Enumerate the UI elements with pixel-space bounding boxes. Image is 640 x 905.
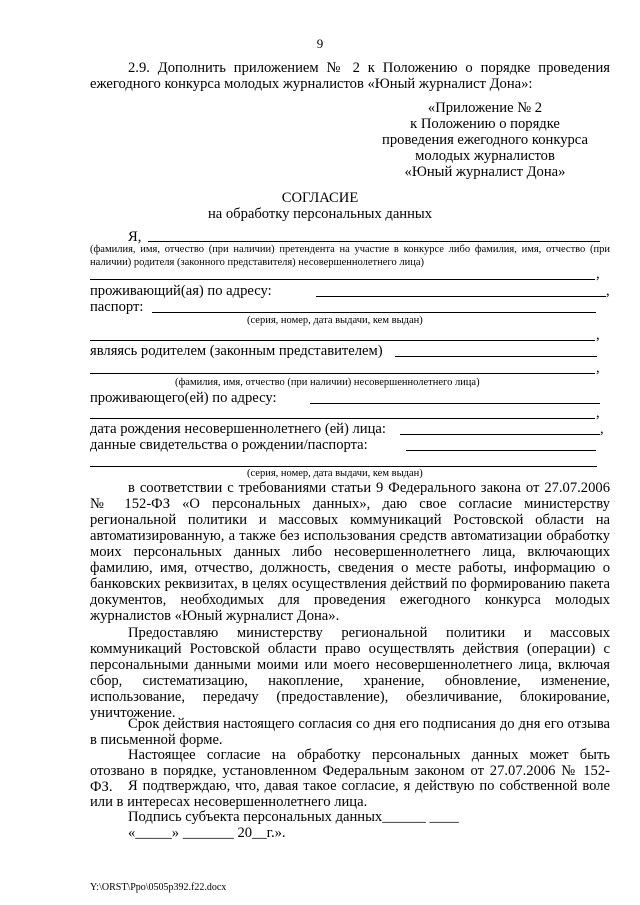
minor-residing-label: проживающего(ей) по адресу: [90, 390, 277, 406]
footer-file-path: Y:\ORST\Ppo\0505p392.f22.docx [90, 882, 227, 893]
passport-label: паспорт: [90, 299, 144, 315]
revocation-paragraph: Настоящее согласие на обработку персональных данных может быть отозвано в порядке, установленном Федеральным законом от 27.07.2006 № 152-ФЗ. [90, 747, 610, 795]
appendix-line: молодых журналистов [415, 148, 555, 164]
passport-note: (серия, номер, дата выдачи, кем выдан) [247, 315, 423, 326]
minor-note: (фамилия, имя, отчество (при наличии) несовершеннолетнего лица) [175, 377, 480, 388]
address-field[interactable] [316, 296, 606, 297]
consent-paragraph: в соответствии с требованиями статьи 9 Федерального закона от 27.07.2006 № 152-ФЗ «О персональных данных», даю свое согласие министерству региональной политики и массовых коммуникаций Ростовской области на автоматизированную, а также без использования средств автоматизации обработку моих персональных данных либо несовершеннолетнего лица, включающих фамилию, имя, отчество, должность, сведения о месте работы, информацию о банковских реквизитах, в целях осуществления действий по формированию пакета документов, необходимых для проведения ежегодного конкурса молодых журналистов «Юный журналист Дона». [90, 480, 610, 624]
signature-line[interactable]: Подпись субъекта персональных данных______ ____ [128, 809, 459, 825]
birth-cert-label: данные свидетельства о рождении/паспорта: [90, 437, 368, 453]
comma: , [606, 283, 610, 299]
comma: , [596, 360, 600, 376]
confirmation-paragraph: Я подтверждаю, что, давая такое согласие, я действую по собственной воле или в интересах несовершеннолетнего лица. [90, 778, 610, 810]
doc-note: (серия, номер, дата выдачи, кем выдан) [247, 468, 423, 479]
minor-name-field[interactable] [90, 373, 595, 374]
comma: , [596, 266, 600, 282]
document-title: СОГЛАСИЕ [281, 190, 359, 206]
document-subtitle: на обработку персональных данных [207, 206, 433, 222]
minor-address-field-continued[interactable] [90, 418, 595, 419]
birth-cert-field[interactable] [406, 450, 596, 451]
parent-label: являясь родителем (законным представителем) [90, 343, 383, 359]
ya-label: Я, [128, 229, 142, 245]
rights-paragraph: Предоставляю министерству региональной политики и массовых коммуникаций Ростовской области право осуществлять действия (операции) с персональными данными моими или моего несовершеннолетнего лица, включая сбор, систематизацию, накопление, хранение, обновление, изменение, использование, передачу (предоставление), обезличивание, блокирование, уничтожение. [90, 625, 610, 721]
validity-paragraph: Срок действия настоящего согласия со дня его подписания до дня его отзыва в письменной форме. [90, 716, 610, 748]
appendix-line: проведения ежегодного конкурса [382, 132, 588, 148]
appendix-line: «Юный журналист Дона» [404, 164, 566, 180]
date-line[interactable]: «_____» _______ 20__г.». [128, 825, 286, 841]
comma: , [596, 327, 600, 343]
birth-date-label: дата рождения несовершеннолетнего (ей) лица: [90, 421, 386, 437]
appendix-header [380, 100, 590, 180]
comma: , [600, 421, 604, 437]
comma: , [596, 405, 600, 421]
appendix-line: к Положению о порядке [410, 116, 560, 132]
parent-field[interactable] [395, 356, 597, 357]
intro-paragraph: 2.9. Дополнить приложением № 2 к Положению о порядке проведения ежегодного конкурса молодых журналистов «Юный журналист Дона»: [90, 60, 610, 92]
appendix-line: «Приложение № 2 [427, 100, 543, 116]
passport-field-continued[interactable] [90, 340, 595, 341]
passport-field[interactable] [152, 312, 596, 313]
applicant-name-field[interactable] [148, 241, 600, 242]
birth-date-field[interactable] [400, 434, 600, 435]
applicant-name-field-continued[interactable] [90, 279, 595, 280]
applicant-note: (фамилия, имя, отчество (при наличии) претендента на участие в конкурсе либо фамилия, имя, отчество (при наличии) родителя (законного представителя) несовершеннолетнего лица) [90, 244, 610, 268]
minor-address-field[interactable] [310, 403, 600, 404]
page-number: 9 [316, 36, 324, 51]
residing-label: проживающий(ая) по адресу: [90, 283, 272, 299]
